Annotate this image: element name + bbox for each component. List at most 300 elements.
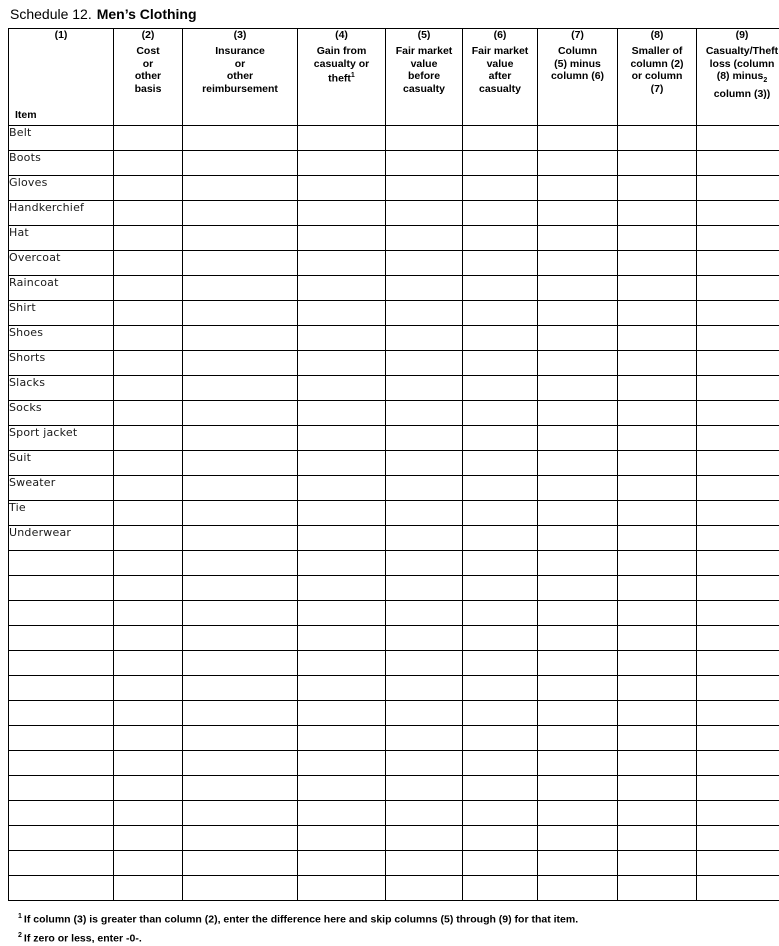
entry-cell-col-8[interactable] bbox=[618, 576, 697, 601]
entry-cell-col-9[interactable] bbox=[697, 501, 779, 526]
entry-cell-col-4[interactable] bbox=[298, 126, 386, 151]
entry-cell-col-9[interactable] bbox=[697, 651, 779, 676]
entry-cell-col-6[interactable] bbox=[463, 176, 538, 201]
entry-cell-col-2[interactable] bbox=[114, 676, 183, 701]
entry-cell-col-3[interactable] bbox=[183, 426, 298, 451]
entry-cell-col-4[interactable] bbox=[298, 476, 386, 501]
footnote-marker-2: 2 bbox=[763, 77, 767, 84]
item-name-cell bbox=[9, 851, 114, 876]
entry-cell-col-3[interactable] bbox=[183, 226, 298, 251]
table-row bbox=[9, 476, 779, 501]
entry-cell-col-8[interactable] bbox=[618, 776, 697, 801]
entry-cell-col-7[interactable] bbox=[538, 626, 618, 651]
entry-cell-col-6[interactable] bbox=[463, 876, 538, 901]
entry-cell-col-8[interactable] bbox=[618, 751, 697, 776]
entry-cell-col-3[interactable] bbox=[183, 326, 298, 351]
table-row bbox=[9, 326, 779, 351]
entry-cell-col-9[interactable] bbox=[697, 751, 779, 776]
column-label-8-line2: column (2) bbox=[618, 58, 696, 71]
entry-cell-col-5[interactable] bbox=[386, 251, 463, 276]
entry-cell-col-3[interactable] bbox=[183, 701, 298, 726]
entry-cell-col-7[interactable] bbox=[538, 276, 618, 301]
entry-cell-col-4[interactable] bbox=[298, 776, 386, 801]
entry-cell-col-4[interactable] bbox=[298, 701, 386, 726]
entry-cell-col-8[interactable] bbox=[618, 401, 697, 426]
entry-cell-col-3[interactable] bbox=[183, 401, 298, 426]
item-name-cell: Hat bbox=[9, 226, 114, 251]
column-label-2-line1: Cost bbox=[114, 45, 182, 58]
entry-cell-col-5[interactable] bbox=[386, 351, 463, 376]
entry-cell-col-5[interactable] bbox=[386, 551, 463, 576]
table-row bbox=[9, 626, 779, 651]
entry-cell-col-6[interactable] bbox=[463, 751, 538, 776]
entry-cell-col-8[interactable] bbox=[618, 326, 697, 351]
entry-cell-col-6[interactable] bbox=[463, 201, 538, 226]
entry-cell-col-7[interactable] bbox=[538, 201, 618, 226]
entry-cell-col-5[interactable] bbox=[386, 476, 463, 501]
column-header-1 bbox=[9, 29, 114, 126]
table-row bbox=[9, 876, 779, 901]
entry-cell-col-7[interactable] bbox=[538, 651, 618, 676]
entry-cell-col-6[interactable] bbox=[463, 851, 538, 876]
entry-cell-col-9[interactable] bbox=[697, 526, 779, 551]
entry-cell-col-7[interactable] bbox=[538, 301, 618, 326]
entry-cell-col-7[interactable] bbox=[538, 576, 618, 601]
entry-cell-col-9[interactable] bbox=[697, 376, 779, 401]
column-label-5-line4: casualty bbox=[386, 83, 462, 96]
entry-cell-col-6[interactable] bbox=[463, 251, 538, 276]
entry-cell-col-8[interactable] bbox=[618, 601, 697, 626]
entry-cell-col-3[interactable] bbox=[183, 826, 298, 851]
entry-cell-col-8[interactable] bbox=[618, 826, 697, 851]
entry-cell-col-7[interactable] bbox=[538, 426, 618, 451]
entry-cell-col-9[interactable] bbox=[697, 601, 779, 626]
entry-cell-col-3[interactable] bbox=[183, 651, 298, 676]
entry-cell-col-8[interactable] bbox=[618, 626, 697, 651]
entry-cell-col-8[interactable] bbox=[618, 301, 697, 326]
entry-cell-col-3[interactable] bbox=[183, 801, 298, 826]
entry-cell-col-7[interactable] bbox=[538, 251, 618, 276]
entry-cell-col-9[interactable] bbox=[697, 276, 779, 301]
column-label-3-line2: or bbox=[183, 58, 297, 71]
table-row bbox=[9, 526, 779, 551]
entry-cell-col-3[interactable] bbox=[183, 626, 298, 651]
entry-cell-col-4[interactable] bbox=[298, 551, 386, 576]
entry-cell-col-2[interactable] bbox=[114, 301, 183, 326]
entry-cell-col-2[interactable] bbox=[114, 351, 183, 376]
entry-cell-col-4[interactable] bbox=[298, 726, 386, 751]
entry-cell-col-2[interactable] bbox=[114, 126, 183, 151]
entry-cell-col-9[interactable] bbox=[697, 726, 779, 751]
entry-cell-col-4[interactable] bbox=[298, 876, 386, 901]
column-number-8: (8) bbox=[618, 29, 696, 42]
entry-cell-col-4[interactable] bbox=[298, 151, 386, 176]
entry-cell-col-6[interactable] bbox=[463, 651, 538, 676]
entry-cell-col-8[interactable] bbox=[618, 726, 697, 751]
entry-cell-col-8[interactable] bbox=[618, 151, 697, 176]
entry-cell-col-6[interactable] bbox=[463, 226, 538, 251]
entry-cell-col-6[interactable] bbox=[463, 326, 538, 351]
entry-cell-col-3[interactable] bbox=[183, 501, 298, 526]
entry-cell-col-6[interactable] bbox=[463, 476, 538, 501]
entry-cell-col-6[interactable] bbox=[463, 276, 538, 301]
entry-cell-col-7[interactable] bbox=[538, 501, 618, 526]
item-name-cell bbox=[9, 601, 114, 626]
entry-cell-col-7[interactable] bbox=[538, 601, 618, 626]
entry-cell-col-8[interactable] bbox=[618, 451, 697, 476]
entry-cell-col-8[interactable] bbox=[618, 501, 697, 526]
entry-cell-col-3[interactable] bbox=[183, 726, 298, 751]
entry-cell-col-8[interactable] bbox=[618, 676, 697, 701]
item-name-cell: Raincoat bbox=[9, 276, 114, 301]
entry-cell-col-5[interactable] bbox=[386, 301, 463, 326]
entry-cell-col-4[interactable] bbox=[298, 176, 386, 201]
entry-cell-col-6[interactable] bbox=[463, 576, 538, 601]
entry-cell-col-8[interactable] bbox=[618, 126, 697, 151]
entry-cell-col-9[interactable] bbox=[697, 326, 779, 351]
entry-cell-col-5[interactable] bbox=[386, 326, 463, 351]
entry-cell-col-4[interactable] bbox=[298, 651, 386, 676]
entry-cell-col-3[interactable] bbox=[183, 526, 298, 551]
entry-cell-col-4[interactable] bbox=[298, 351, 386, 376]
table-row bbox=[9, 176, 779, 201]
item-name-cell bbox=[9, 626, 114, 651]
entry-cell-col-4[interactable] bbox=[298, 401, 386, 426]
entry-cell-col-9[interactable] bbox=[697, 476, 779, 501]
entry-cell-col-3[interactable] bbox=[183, 276, 298, 301]
entry-cell-col-3[interactable] bbox=[183, 851, 298, 876]
entry-cell-col-3[interactable] bbox=[183, 126, 298, 151]
entry-cell-col-4[interactable] bbox=[298, 326, 386, 351]
entry-cell-col-3[interactable] bbox=[183, 776, 298, 801]
entry-cell-col-5[interactable] bbox=[386, 376, 463, 401]
entry-cell-col-9[interactable] bbox=[697, 351, 779, 376]
column-label-3-line1: Insurance bbox=[183, 45, 297, 58]
entry-cell-col-9[interactable] bbox=[697, 401, 779, 426]
entry-cell-col-7[interactable] bbox=[538, 126, 618, 151]
entry-cell-col-2[interactable] bbox=[114, 151, 183, 176]
entry-cell-col-9[interactable] bbox=[697, 626, 779, 651]
entry-cell-col-9[interactable] bbox=[697, 426, 779, 451]
entry-cell-col-2[interactable] bbox=[114, 226, 183, 251]
entry-cell-col-6[interactable] bbox=[463, 726, 538, 751]
entry-cell-col-9[interactable] bbox=[697, 801, 779, 826]
entry-cell-col-8[interactable] bbox=[618, 551, 697, 576]
entry-cell-col-3[interactable] bbox=[183, 251, 298, 276]
entry-cell-col-3[interactable] bbox=[183, 551, 298, 576]
entry-cell-col-7[interactable] bbox=[538, 351, 618, 376]
entry-cell-col-3[interactable] bbox=[183, 376, 298, 401]
column-label-8-line4: (7) bbox=[618, 83, 696, 96]
entry-cell-col-4[interactable] bbox=[298, 301, 386, 326]
entry-cell-col-8[interactable] bbox=[618, 876, 697, 901]
entry-cell-col-8[interactable] bbox=[618, 226, 697, 251]
item-name-cell bbox=[9, 776, 114, 801]
entry-cell-col-9[interactable] bbox=[697, 201, 779, 226]
entry-cell-col-9[interactable] bbox=[697, 451, 779, 476]
entry-cell-col-3[interactable] bbox=[183, 201, 298, 226]
entry-cell-col-5[interactable] bbox=[386, 751, 463, 776]
entry-cell-col-4[interactable] bbox=[298, 526, 386, 551]
table-row bbox=[9, 201, 779, 226]
entry-cell-col-2[interactable] bbox=[114, 601, 183, 626]
column-label-4-line3: theft$^1$ bbox=[298, 70, 385, 85]
table-row bbox=[9, 726, 779, 751]
entry-cell-col-5[interactable] bbox=[386, 801, 463, 826]
entry-cell-col-8[interactable] bbox=[618, 251, 697, 276]
entry-cell-col-5[interactable] bbox=[386, 576, 463, 601]
entry-cell-col-7[interactable] bbox=[538, 151, 618, 176]
entry-cell-col-9[interactable] bbox=[697, 701, 779, 726]
item-name-cell bbox=[9, 551, 114, 576]
clothing-loss-table bbox=[8, 28, 779, 901]
entry-cell-col-2[interactable] bbox=[114, 801, 183, 826]
table-row bbox=[9, 826, 779, 851]
entry-cell-col-5[interactable] bbox=[386, 876, 463, 901]
entry-cell-col-3[interactable] bbox=[183, 301, 298, 326]
entry-cell-col-2[interactable] bbox=[114, 876, 183, 901]
entry-cell-col-8[interactable] bbox=[618, 476, 697, 501]
entry-cell-col-5[interactable] bbox=[386, 151, 463, 176]
entry-cell-col-2[interactable] bbox=[114, 251, 183, 276]
entry-cell-col-7[interactable] bbox=[538, 451, 618, 476]
entry-cell-col-9[interactable] bbox=[697, 826, 779, 851]
table-row bbox=[9, 251, 779, 276]
entry-cell-col-2[interactable] bbox=[114, 501, 183, 526]
table-row bbox=[9, 276, 779, 301]
column-header-6 bbox=[463, 29, 538, 126]
entry-cell-col-8[interactable] bbox=[618, 526, 697, 551]
entry-cell-col-9[interactable] bbox=[697, 301, 779, 326]
entry-cell-col-7[interactable] bbox=[538, 726, 618, 751]
entry-cell-col-3[interactable] bbox=[183, 151, 298, 176]
entry-cell-col-8[interactable] bbox=[618, 851, 697, 876]
entry-cell-col-7[interactable] bbox=[538, 176, 618, 201]
entry-cell-col-4[interactable] bbox=[298, 451, 386, 476]
entry-cell-col-3[interactable] bbox=[183, 601, 298, 626]
footnote-1 bbox=[18, 909, 771, 928]
entry-cell-col-5[interactable] bbox=[386, 226, 463, 251]
entry-cell-col-2[interactable] bbox=[114, 451, 183, 476]
entry-cell-col-6[interactable] bbox=[463, 776, 538, 801]
entry-cell-col-5[interactable] bbox=[386, 276, 463, 301]
entry-cell-col-9[interactable] bbox=[697, 576, 779, 601]
entry-cell-col-2[interactable] bbox=[114, 401, 183, 426]
entry-cell-col-4[interactable] bbox=[298, 251, 386, 276]
entry-cell-col-6[interactable] bbox=[463, 401, 538, 426]
entry-cell-col-7[interactable] bbox=[538, 851, 618, 876]
column-header-5 bbox=[386, 29, 463, 126]
entry-cell-col-5[interactable] bbox=[386, 601, 463, 626]
entry-cell-col-4[interactable] bbox=[298, 626, 386, 651]
entry-cell-col-6[interactable] bbox=[463, 426, 538, 451]
entry-cell-col-8[interactable] bbox=[618, 201, 697, 226]
entry-cell-col-6[interactable] bbox=[463, 351, 538, 376]
entry-cell-col-2[interactable] bbox=[114, 751, 183, 776]
entry-cell-col-2[interactable] bbox=[114, 726, 183, 751]
entry-cell-col-2[interactable] bbox=[114, 526, 183, 551]
entry-cell-col-5[interactable] bbox=[386, 426, 463, 451]
entry-cell-col-4[interactable] bbox=[298, 851, 386, 876]
entry-cell-col-9[interactable] bbox=[697, 126, 779, 151]
entry-cell-col-8[interactable] bbox=[618, 426, 697, 451]
item-name-cell: Tie bbox=[9, 501, 114, 526]
entry-cell-col-4[interactable] bbox=[298, 601, 386, 626]
entry-cell-col-6[interactable] bbox=[463, 501, 538, 526]
entry-cell-col-2[interactable] bbox=[114, 426, 183, 451]
entry-cell-col-3[interactable] bbox=[183, 576, 298, 601]
entry-cell-col-5[interactable] bbox=[386, 726, 463, 751]
entry-cell-col-4[interactable] bbox=[298, 426, 386, 451]
entry-cell-col-7[interactable] bbox=[538, 676, 618, 701]
entry-cell-col-4[interactable] bbox=[298, 751, 386, 776]
table-row bbox=[9, 576, 779, 601]
entry-cell-col-5[interactable] bbox=[386, 626, 463, 651]
entry-cell-col-7[interactable] bbox=[538, 476, 618, 501]
entry-cell-col-4[interactable] bbox=[298, 376, 386, 401]
entry-cell-col-6[interactable] bbox=[463, 526, 538, 551]
entry-cell-col-9[interactable] bbox=[697, 151, 779, 176]
entry-cell-col-4[interactable] bbox=[298, 801, 386, 826]
entry-cell-col-9[interactable] bbox=[697, 226, 779, 251]
entry-cell-col-6[interactable] bbox=[463, 301, 538, 326]
entry-cell-col-2[interactable] bbox=[114, 626, 183, 651]
entry-cell-col-7[interactable] bbox=[538, 701, 618, 726]
entry-cell-col-2[interactable] bbox=[114, 176, 183, 201]
item-name-cell bbox=[9, 876, 114, 901]
entry-cell-col-4[interactable] bbox=[298, 276, 386, 301]
entry-cell-col-9[interactable] bbox=[697, 551, 779, 576]
entry-cell-col-5[interactable] bbox=[386, 851, 463, 876]
entry-cell-col-6[interactable] bbox=[463, 151, 538, 176]
column-label-9-line1: Casualty/Theft bbox=[697, 45, 779, 58]
entry-cell-col-4[interactable] bbox=[298, 201, 386, 226]
entry-cell-col-3[interactable] bbox=[183, 476, 298, 501]
entry-cell-col-3[interactable] bbox=[183, 676, 298, 701]
entry-cell-col-7[interactable] bbox=[538, 751, 618, 776]
entry-cell-col-2[interactable] bbox=[114, 826, 183, 851]
entry-cell-col-7[interactable] bbox=[538, 876, 618, 901]
entry-cell-col-7[interactable] bbox=[538, 801, 618, 826]
entry-cell-col-9[interactable] bbox=[697, 876, 779, 901]
entry-cell-col-3[interactable] bbox=[183, 876, 298, 901]
entry-cell-col-8[interactable] bbox=[618, 351, 697, 376]
entry-cell-col-6[interactable] bbox=[463, 551, 538, 576]
entry-cell-col-8[interactable] bbox=[618, 376, 697, 401]
entry-cell-col-5[interactable] bbox=[386, 701, 463, 726]
column-label-5-line2: value bbox=[386, 58, 462, 71]
entry-cell-col-5[interactable] bbox=[386, 651, 463, 676]
entry-cell-col-6[interactable] bbox=[463, 801, 538, 826]
entry-cell-col-5[interactable] bbox=[386, 176, 463, 201]
entry-cell-col-5[interactable] bbox=[386, 676, 463, 701]
entry-cell-col-2[interactable] bbox=[114, 476, 183, 501]
column-label-6-line3: after bbox=[463, 70, 537, 83]
entry-cell-col-5[interactable] bbox=[386, 526, 463, 551]
entry-cell-col-7[interactable] bbox=[538, 826, 618, 851]
entry-cell-col-2[interactable] bbox=[114, 776, 183, 801]
table-header bbox=[9, 29, 779, 126]
entry-cell-col-6[interactable] bbox=[463, 626, 538, 651]
entry-cell-col-6[interactable] bbox=[463, 451, 538, 476]
entry-cell-col-7[interactable] bbox=[538, 226, 618, 251]
entry-cell-col-6[interactable] bbox=[463, 601, 538, 626]
entry-cell-col-8[interactable] bbox=[618, 276, 697, 301]
entry-cell-col-3[interactable] bbox=[183, 751, 298, 776]
entry-cell-col-5[interactable] bbox=[386, 126, 463, 151]
column-label-2-line2: or bbox=[114, 58, 182, 71]
entry-cell-col-5[interactable] bbox=[386, 826, 463, 851]
entry-cell-col-9[interactable] bbox=[697, 251, 779, 276]
entry-cell-col-6[interactable] bbox=[463, 826, 538, 851]
entry-cell-col-8[interactable] bbox=[618, 651, 697, 676]
entry-cell-col-5[interactable] bbox=[386, 201, 463, 226]
entry-cell-col-3[interactable] bbox=[183, 351, 298, 376]
entry-cell-col-9[interactable] bbox=[697, 851, 779, 876]
entry-cell-col-2[interactable] bbox=[114, 701, 183, 726]
entry-cell-col-7[interactable] bbox=[538, 526, 618, 551]
entry-cell-col-6[interactable] bbox=[463, 126, 538, 151]
entry-cell-col-7[interactable] bbox=[538, 776, 618, 801]
entry-cell-col-3[interactable] bbox=[183, 176, 298, 201]
entry-cell-col-4[interactable] bbox=[298, 501, 386, 526]
entry-cell-col-4[interactable] bbox=[298, 576, 386, 601]
entry-cell-col-5[interactable] bbox=[386, 501, 463, 526]
entry-cell-col-7[interactable] bbox=[538, 551, 618, 576]
table-row bbox=[9, 551, 779, 576]
entry-cell-col-8[interactable] bbox=[618, 701, 697, 726]
item-name-cell bbox=[9, 801, 114, 826]
entry-cell-col-9[interactable] bbox=[697, 176, 779, 201]
table-row bbox=[9, 426, 779, 451]
column-label-2-line4: basis bbox=[114, 83, 182, 96]
entry-cell-col-4[interactable] bbox=[298, 226, 386, 251]
entry-cell-col-8[interactable] bbox=[618, 176, 697, 201]
entry-cell-col-2[interactable] bbox=[114, 326, 183, 351]
entry-cell-col-5[interactable] bbox=[386, 776, 463, 801]
entry-cell-col-2[interactable] bbox=[114, 576, 183, 601]
footnote-2-marker: 2 bbox=[18, 932, 22, 939]
entry-cell-col-4[interactable] bbox=[298, 826, 386, 851]
entry-cell-col-8[interactable] bbox=[618, 801, 697, 826]
column-label-8-line3: or column bbox=[618, 70, 696, 83]
item-name-cell: Belt bbox=[9, 126, 114, 151]
entry-cell-col-7[interactable] bbox=[538, 326, 618, 351]
entry-cell-col-2[interactable] bbox=[114, 551, 183, 576]
entry-cell-col-5[interactable] bbox=[386, 451, 463, 476]
entry-cell-col-9[interactable] bbox=[697, 676, 779, 701]
entry-cell-col-3[interactable] bbox=[183, 451, 298, 476]
column-label-5-line3: before bbox=[386, 70, 462, 83]
entry-cell-col-2[interactable] bbox=[114, 851, 183, 876]
item-name-cell bbox=[9, 826, 114, 851]
entry-cell-col-9[interactable] bbox=[697, 776, 779, 801]
entry-cell-col-2[interactable] bbox=[114, 276, 183, 301]
entry-cell-col-2[interactable] bbox=[114, 651, 183, 676]
schedule-number: Schedule 12. bbox=[10, 6, 92, 22]
entry-cell-col-6[interactable] bbox=[463, 701, 538, 726]
column-label-6-line2: value bbox=[463, 58, 537, 71]
entry-cell-col-6[interactable] bbox=[463, 676, 538, 701]
entry-cell-col-4[interactable] bbox=[298, 676, 386, 701]
entry-cell-col-2[interactable] bbox=[114, 201, 183, 226]
entry-cell-col-5[interactable] bbox=[386, 401, 463, 426]
entry-cell-col-6[interactable] bbox=[463, 376, 538, 401]
entry-cell-col-2[interactable] bbox=[114, 376, 183, 401]
entry-cell-col-7[interactable] bbox=[538, 401, 618, 426]
entry-cell-col-7[interactable] bbox=[538, 376, 618, 401]
column-number-3: (3) bbox=[183, 29, 297, 42]
